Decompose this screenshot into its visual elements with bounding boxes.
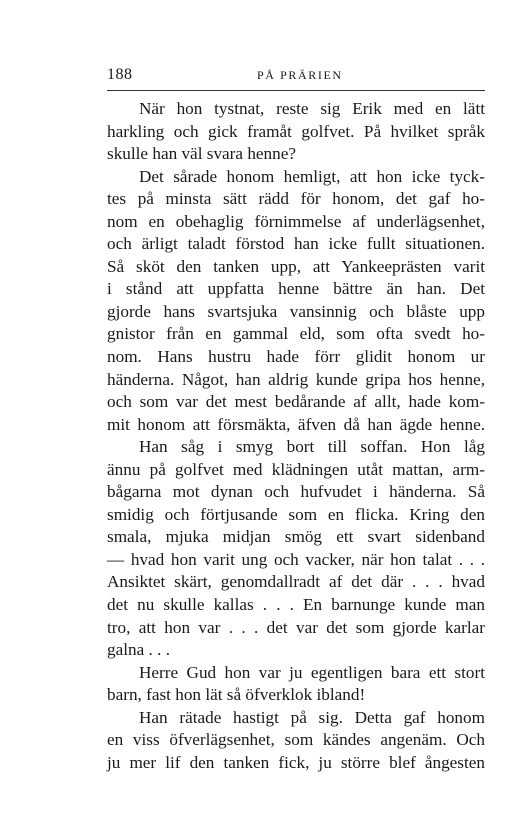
body-text xyxy=(107,98,485,774)
text-line: ännu på golfvet med klädningen utåt mattan, arm- xyxy=(107,459,485,479)
text-line: Han rätade hastigt på sig. Detta gaf honom xyxy=(139,707,485,727)
text-line: bågarna mot dynan och hufvudet i händerna. Så xyxy=(107,482,485,502)
text-line: gjorde hans svartsjuka vansinnig och blåste upp xyxy=(107,301,485,321)
text-line: barn, fast hon lät så öfverklok ibland! xyxy=(107,685,366,705)
text-line: nom. Hans hustru hade förr glidit honom ur xyxy=(107,347,485,367)
text-line: När hon tystnat, reste sig Erik med en lätt xyxy=(139,99,485,118)
text-line: Så sköt den tanken upp, att Yankeeprästen varit xyxy=(107,256,485,276)
header-rule xyxy=(107,90,485,91)
text-line: harkling och gick framåt golfvet. På hvilket språk xyxy=(107,121,485,141)
text-line: tro, att hon var . . . det var det som gjorde karlar xyxy=(107,617,485,637)
text-line: i stånd att uppfatta henne bättre än han. Det xyxy=(107,279,485,299)
text-line: tes på minsta sätt rädd för honom, det gaf ho- xyxy=(107,189,485,209)
page-number: 188 xyxy=(107,66,133,83)
text-line: Ansiktet skärt, genomdallradt af det där . . . hvad xyxy=(107,572,485,592)
text-line: och som var det mest bedårande af allt, hade kom- xyxy=(107,392,485,412)
text-line: det nu skulle kallas . . . En barnunge kunde man xyxy=(107,595,485,615)
text-line: Det sårade honom hemligt, att hon icke tyck- xyxy=(139,166,485,186)
text-line: gnistor från en gammal eld, som ofta svedt ho- xyxy=(107,324,485,344)
text-line: — hvad hon varit ung och vacker, när hon talat . . . xyxy=(107,549,485,569)
running-title: PÅ PRÄRIEN xyxy=(257,68,343,82)
text-line: händerna. Något, han aldrig kunde gripa hos henne, xyxy=(107,369,485,389)
text-line: och ärligt taladt förstod han icke fullt situationen. xyxy=(107,234,485,254)
text-line: smidig och förtjusande som en flicka. Kring den xyxy=(107,504,485,524)
text-line: nom en obehaglig förnimmelse af underlägsenhet, xyxy=(107,211,485,231)
text-line: ju mer lif den tanken fick, ju större blef ångesten xyxy=(107,752,485,772)
text-line: Han såg i smyg bort till soffan. Hon låg xyxy=(139,437,485,457)
text-line: skulle han väl svara henne? xyxy=(107,144,296,164)
text-line: smala, mjuka midjan smög ett svart sidenband xyxy=(107,527,485,547)
text-line: Herre Gud hon var ju egentligen bara ett stort xyxy=(139,662,485,682)
page-header xyxy=(107,66,485,86)
text-line: galna . . . xyxy=(107,640,171,660)
text-line: mit honom att försmäkta, äfven då han ägde henne. xyxy=(107,414,485,434)
text-line: en viss öfverlägsenhet, som kändes angenäm. Och xyxy=(107,730,485,750)
